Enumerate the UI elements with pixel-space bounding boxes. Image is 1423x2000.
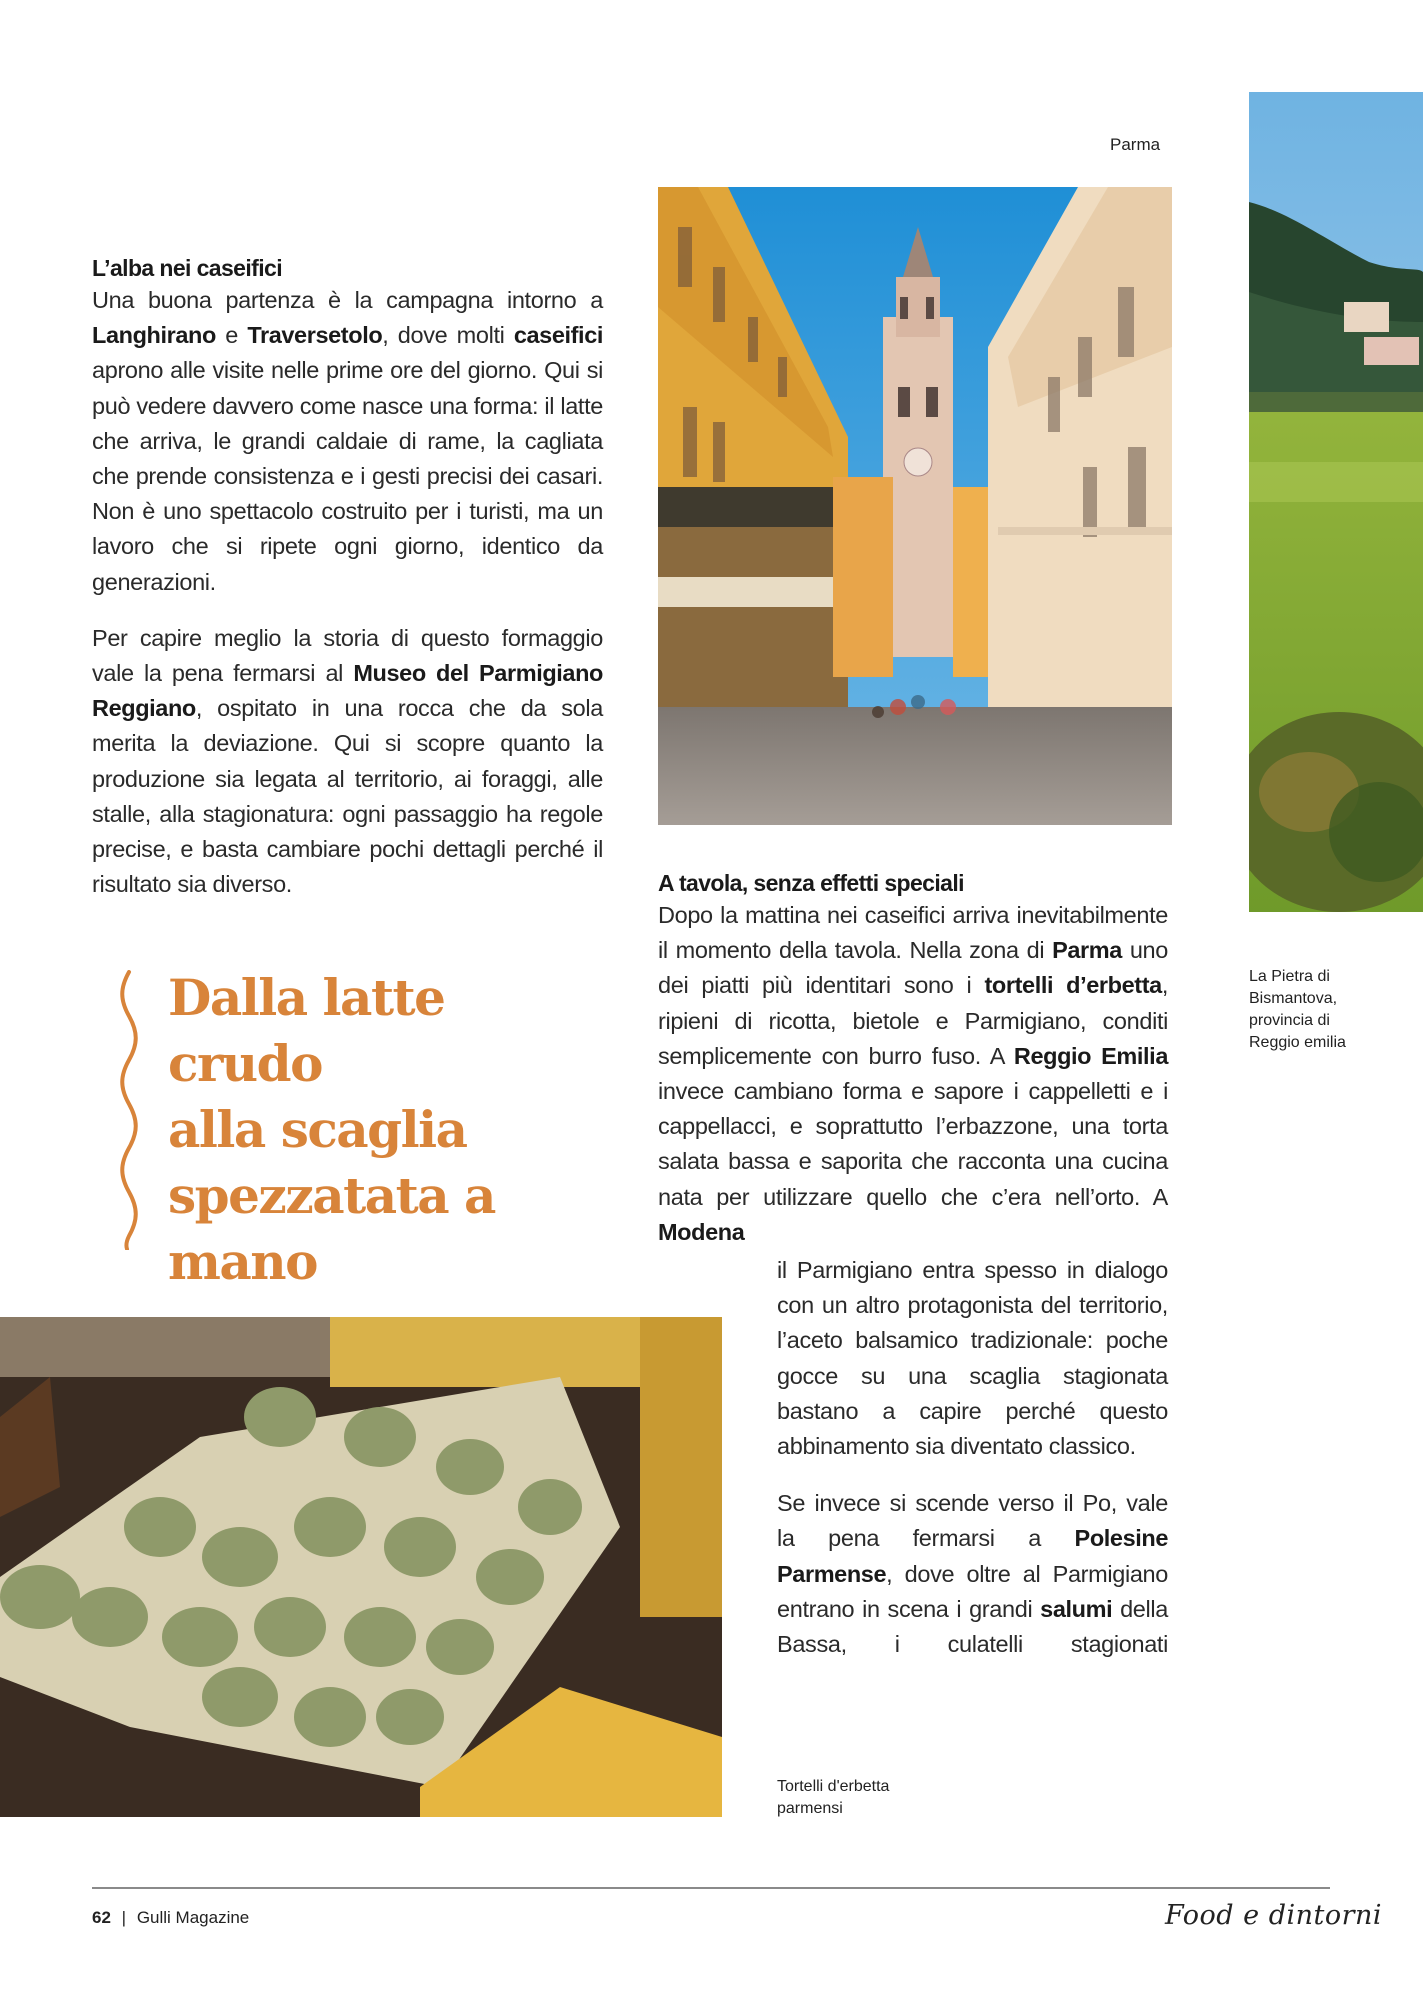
emphasis-text: Traversetolo [247, 322, 383, 349]
caption-bismantova: La Pietra di Bismantova, provincia di Reggio emilia [1249, 968, 1346, 1051]
pull-quote-line: mano [168, 1232, 318, 1291]
emphasis-text: caseifici [513, 322, 603, 349]
body-text-run: , ripieni di ricotta, bietole e Parmigiano, conditi semplicemente con burro fuso. A [658, 972, 1168, 1069]
image-parma-street [658, 187, 1172, 825]
paragraph-museo [92, 621, 603, 903]
image-tortelli [0, 1317, 722, 1817]
heading-a-tavola: A tavola, senza effetti speciali [658, 870, 964, 896]
emphasis-text: salumi [1040, 1595, 1113, 1622]
image-bismantova [1249, 92, 1423, 912]
pull-quote-text [168, 965, 598, 1295]
body-text-run: Dopo la mattina nei caseifici arriva inevitabilmente il momento della tavola. Nella zona di [658, 902, 1168, 964]
footer-left [92, 1908, 249, 1928]
emphasis-text: Polesine Parmense [777, 1525, 1168, 1587]
magazine-name: Gulli Magazine [136, 1908, 250, 1927]
footer-divider [92, 1887, 1330, 1889]
body-text-run: della Bassa, i culatelli stagionati [777, 1595, 1168, 1658]
squiggle-line-icon [118, 970, 140, 1250]
page-number: 62 [92, 1908, 111, 1927]
footer-separator: | [121, 1908, 127, 1927]
body-text-run: invece cambiano forma e sapore i cappelletti e i cappellacci, e soprattutto l’erbazzone, una torta salata bassa e saporita che racconta una cucina nata per utilizzare quello che c’era nell’orto. A [658, 1078, 1168, 1210]
body-text-run: Se invece si scende verso il Po, vale la pena fermarsi a [777, 1490, 1168, 1552]
paragraph-alba [92, 283, 603, 600]
section-label: Parma [1110, 135, 1161, 154]
left-column [92, 253, 603, 902]
right-column [658, 868, 1168, 1250]
paragraph-modena [777, 1253, 1168, 1464]
body-text-run: aprono alle visite nelle prime ore del giorno. Qui si può vedere davvero come nasce una forma: il latte che arriva, le grandi caldaie di rame, la cagliata che prende consistenza e i gesti precisi dei casari. Non è uno spettacolo costruito per i turisti, ma un lavoro che si ripete ogni giorno, identico da generazioni. [92, 357, 603, 595]
emphasis-text: Parma [1052, 937, 1122, 964]
pull-quote-line: alla scaglia [168, 1100, 467, 1159]
body-text-run: il Parmigiano entra spesso in dialogo con un altro protagonista del territorio, l’aceto balsamico tradizionale: poche gocce su una scaglia stagionata bastano a capire perché questo abbinamento sia diventato classico. [777, 1257, 1168, 1460]
emphasis-text: Reggio Emilia [1013, 1042, 1168, 1069]
body-text-run: , dove molti [382, 322, 514, 349]
heading-alba-caseifici: L’alba nei caseifici [92, 255, 282, 281]
paragraph-polesine [777, 1486, 1168, 1662]
footer-section-name: Food e dintorni [1165, 1900, 1383, 1931]
emphasis-text: tortelli d’erbetta [984, 972, 1162, 999]
caption-tortelli: Tortelli d'erbetta parmensi [777, 1778, 890, 1817]
emphasis-text: Museo del Parmigiano Reggiano [92, 660, 603, 722]
paragraph-a-tavola [658, 898, 1168, 1250]
pull-quote-line: spezzatata a [168, 1166, 495, 1225]
emphasis-text: Modena [658, 1218, 745, 1245]
body-text-run: , dove oltre al Parmigiano entrano in scena i grandi [777, 1560, 1168, 1622]
body-text-run: Per capire meglio la storia di questo formaggio vale la pena fermarsi al [92, 624, 603, 687]
body-text-run: , ospitato in una rocca che da sola merita la deviazione. Qui si scopre quanto la produzione sia legata al territorio, ai foraggi, alle stalle, alla stagionatura: ogni passaggio ha regole precise, e basta cambiare pochi dettagli perché il risultato sia diverso. [92, 695, 603, 898]
right-column-indented [777, 1253, 1168, 1662]
pull-quote-line: Dalla latte crudo [168, 968, 445, 1093]
emphasis-text: Langhirano [92, 322, 216, 349]
body-text-run: Una buona partenza è la campagna intorno a [92, 287, 603, 313]
body-text-run: uno dei piatti più identitari sono i [658, 937, 1168, 999]
body-text-run: e [215, 322, 248, 349]
